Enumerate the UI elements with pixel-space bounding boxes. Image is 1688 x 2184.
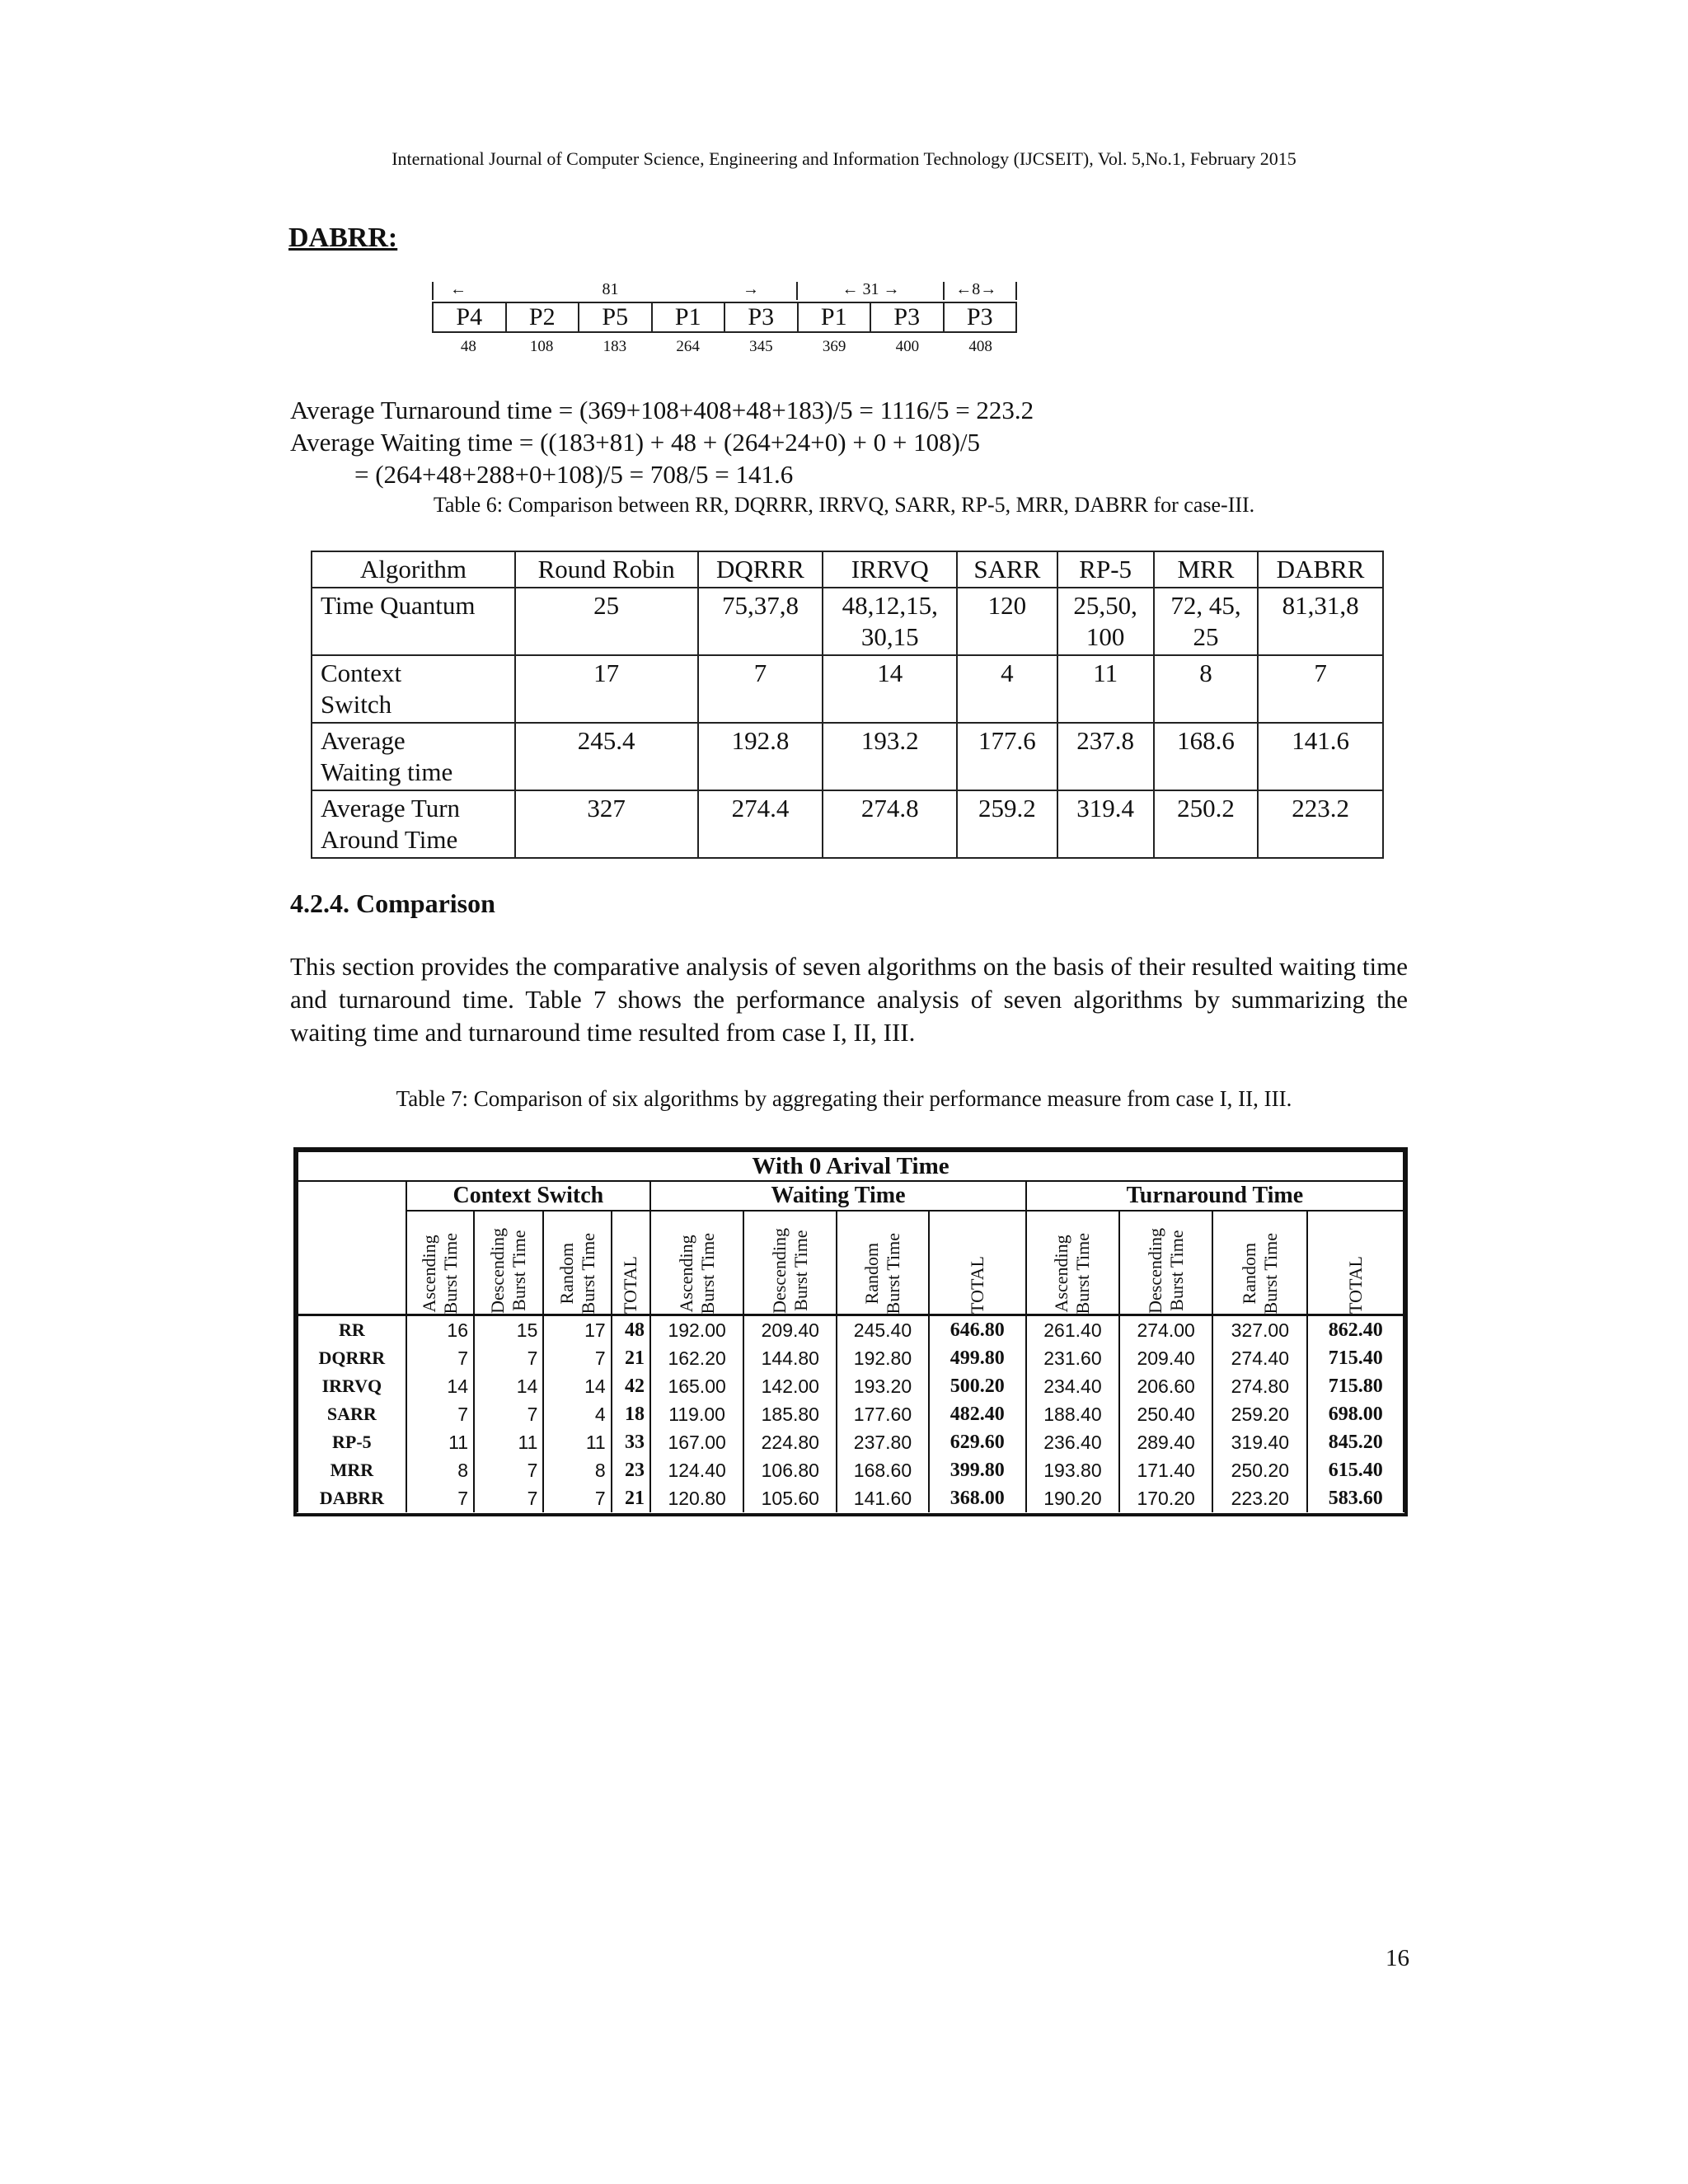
table7-cell: 7 xyxy=(543,1484,611,1512)
gantt-arrow-label: ← xyxy=(449,280,467,298)
table7-cell: 209.40 xyxy=(1119,1344,1212,1372)
table6-cell: 25,50, 100 xyxy=(1057,588,1154,655)
table6-cell: 259.2 xyxy=(957,790,1057,858)
table6-cell: 192.8 xyxy=(698,723,823,790)
table7-title: With 0 Arival Time xyxy=(298,1151,1404,1181)
table7-cell: 185.80 xyxy=(743,1400,837,1428)
table7-cell: 319.40 xyxy=(1212,1428,1307,1456)
table7-row xyxy=(298,1484,1404,1512)
table7-cell: 21 xyxy=(612,1344,650,1372)
table7-cell: 8 xyxy=(406,1456,474,1484)
table7-cell: 14 xyxy=(406,1372,474,1400)
table7-cell: 190.20 xyxy=(1026,1484,1119,1512)
table7-cell: 11 xyxy=(406,1428,474,1456)
table7 xyxy=(293,1147,1408,1516)
table7-cell: 274.00 xyxy=(1119,1315,1212,1345)
table7-cell: 16 xyxy=(406,1315,474,1345)
table7-cell: 168.60 xyxy=(837,1456,928,1484)
table7-cell: 583.60 xyxy=(1307,1484,1404,1512)
table6-cell: 14 xyxy=(823,655,957,723)
table6-cell: 7 xyxy=(698,655,823,723)
table7-group-header: Turnaround Time xyxy=(1026,1181,1404,1211)
gantt-process-cell: P2 xyxy=(507,303,580,331)
table7-row xyxy=(298,1456,1404,1484)
table6-cell: 274.8 xyxy=(823,790,957,858)
table7-cell: 7 xyxy=(406,1344,474,1372)
table7-cell: 171.40 xyxy=(1119,1456,1212,1484)
table7-corner xyxy=(298,1181,406,1211)
table7-cell: 192.80 xyxy=(837,1344,928,1372)
table7-cell: 224.80 xyxy=(743,1428,837,1456)
table7-cell: 237.80 xyxy=(837,1428,928,1456)
table7-cell: 862.40 xyxy=(1307,1315,1404,1345)
table7-cell: 11 xyxy=(543,1428,611,1456)
table7-cell: 259.20 xyxy=(1212,1400,1307,1428)
table7-subheader xyxy=(612,1211,650,1315)
table6-cell: 237.8 xyxy=(1057,723,1154,790)
table7-cell: 615.40 xyxy=(1307,1456,1404,1484)
gantt-arrow-label: 81 xyxy=(602,280,619,298)
table6-cell: 141.6 xyxy=(1258,723,1383,790)
table7-subheader xyxy=(406,1211,474,1315)
table7-cell: 368.00 xyxy=(929,1484,1026,1512)
avg-turnaround-formula: Average Turnaround time = (369+108+408+48+183)/5 = 1116/5 = 223.2 xyxy=(290,396,1034,424)
table7-cell: 7 xyxy=(474,1344,543,1372)
gantt-time-label: 108 xyxy=(529,338,554,355)
table7-cell: 236.40 xyxy=(1026,1428,1119,1456)
table6-row-label: Average Waiting time xyxy=(312,723,515,790)
table6-cell: 8 xyxy=(1154,655,1258,723)
table7-cell: 11 xyxy=(474,1428,543,1456)
table7-subheader-label: Random Burst Time xyxy=(556,1232,598,1314)
table7-cell: 7 xyxy=(406,1484,474,1512)
table7-cell: 250.20 xyxy=(1212,1456,1307,1484)
table7-subheader-label: Descending Burst Time xyxy=(487,1228,530,1314)
table7-cell: 4 xyxy=(543,1400,611,1428)
table6 xyxy=(311,551,1384,859)
table6-cell: 245.4 xyxy=(515,723,698,790)
table6-cell: 81,31,8 xyxy=(1258,588,1383,655)
gantt-time-label: 345 xyxy=(749,338,773,355)
table7-subheader xyxy=(1119,1211,1212,1315)
table7-subheader-label: Descending Burst Time xyxy=(1144,1228,1187,1314)
table6-header-cell: MRR xyxy=(1154,551,1258,588)
table7-cell: 15 xyxy=(474,1315,543,1345)
table6-caption: Table 6: Comparison between RR, DQRRR, IRRVQ, SARR, RP-5, MRR, DABRR for case-III. xyxy=(433,493,1255,517)
table7-cell: 629.60 xyxy=(929,1428,1026,1456)
table7-cell: 170.20 xyxy=(1119,1484,1212,1512)
table7-cell: 399.80 xyxy=(929,1456,1026,1484)
table7-subheader xyxy=(837,1211,928,1315)
table6-cell: 193.2 xyxy=(823,723,957,790)
table7-cell: 14 xyxy=(543,1372,611,1400)
table6-header-cell: DABRR xyxy=(1258,551,1383,588)
table7-algorithm: RP-5 xyxy=(298,1428,406,1456)
table7-cell: 206.60 xyxy=(1119,1372,1212,1400)
table7-group-header: Waiting Time xyxy=(650,1181,1026,1211)
table7-cell: 715.80 xyxy=(1307,1372,1404,1400)
table7-row xyxy=(298,1315,1404,1345)
table7-cell: 646.80 xyxy=(929,1315,1026,1345)
table7-cell: 124.40 xyxy=(650,1456,743,1484)
comparison-heading: 4.2.4. Comparison xyxy=(290,888,495,918)
table7-subheader xyxy=(543,1211,611,1315)
gantt-process-cell: P1 xyxy=(799,303,872,331)
table7-algorithm: DQRRR xyxy=(298,1344,406,1372)
table7-cell: 500.20 xyxy=(929,1372,1026,1400)
gantt-time-row xyxy=(432,338,1017,359)
table7-cell: 715.40 xyxy=(1307,1344,1404,1372)
table6-header-cell: Algorithm xyxy=(312,551,515,588)
table6-cell: 11 xyxy=(1057,655,1154,723)
table6-cell: 17 xyxy=(515,655,698,723)
table7-cell: 188.40 xyxy=(1026,1400,1119,1428)
page-number: 16 xyxy=(1386,1945,1409,1971)
table7-subheader xyxy=(743,1211,837,1315)
table7-cell: 193.20 xyxy=(837,1372,928,1400)
table7-algorithm: SARR xyxy=(298,1400,406,1428)
table7-cell: 245.40 xyxy=(837,1315,928,1345)
table7-row xyxy=(298,1400,1404,1428)
gantt-process-row xyxy=(432,302,1017,333)
table7-cell: 193.80 xyxy=(1026,1456,1119,1484)
table7-cell: 209.40 xyxy=(743,1315,837,1345)
table7-cell: 7 xyxy=(474,1400,543,1428)
table7-cell: 482.40 xyxy=(929,1400,1026,1428)
table6-header-cell: IRRVQ xyxy=(823,551,957,588)
table7-subheader xyxy=(1026,1211,1119,1315)
table7-algorithm: RR xyxy=(298,1315,406,1345)
table6-row xyxy=(312,588,1383,655)
table6-header-cell: Round Robin xyxy=(515,551,698,588)
table7-corner-lower xyxy=(298,1211,406,1315)
gantt-process-cell: P5 xyxy=(579,303,653,331)
table7-cell: 21 xyxy=(612,1484,650,1512)
gantt-arrow-row xyxy=(432,279,1017,303)
table7-cell: 106.80 xyxy=(743,1456,837,1484)
table7-cell: 167.00 xyxy=(650,1428,743,1456)
table6-cell: 274.4 xyxy=(698,790,823,858)
table6-header-cell: RP-5 xyxy=(1057,551,1154,588)
table7-subheader-label: Random Burst Time xyxy=(860,1232,903,1314)
table6-row-label: Context Switch xyxy=(312,655,515,723)
table7-caption: Table 7: Comparison of six algorithms by aggregating their performance measure from case I, II, III. xyxy=(396,1086,1292,1111)
journal-header: International Journal of Computer Science, Engineering and Information Technology (IJCSEIT), Vol. 5,No.1, February 2015 xyxy=(392,148,1296,169)
table7-cell: 33 xyxy=(612,1428,650,1456)
table7-cell: 499.80 xyxy=(929,1344,1026,1372)
table6-cell: 48,12,15, 30,15 xyxy=(823,588,957,655)
table7-cell: 698.00 xyxy=(1307,1400,1404,1428)
table7-cell: 274.40 xyxy=(1212,1344,1307,1372)
gantt-time-label: 183 xyxy=(603,338,627,355)
table7-cell: 23 xyxy=(612,1456,650,1484)
gantt-arrow-label: ←8→ xyxy=(955,280,997,298)
table7-algorithm: IRRVQ xyxy=(298,1372,406,1400)
table7-cell: 8 xyxy=(543,1456,611,1484)
gantt-process-cell: P4 xyxy=(434,303,507,331)
table7-cell: 7 xyxy=(474,1484,543,1512)
gantt-time-label: 48 xyxy=(460,338,476,355)
table6-cell: 4 xyxy=(957,655,1057,723)
comparison-paragraph: This section provides the comparative analysis of seven algorithms on the basis of their resulted waiting time and turnaround time. Table 7 shows the performance analysis of seven algorithms by summarizing the waiting time and turnaround time resulted from case I, II, III. xyxy=(290,952,1408,1047)
table7-cell: 119.00 xyxy=(650,1400,743,1428)
table6-cell: 327 xyxy=(515,790,698,858)
table7-row xyxy=(298,1372,1404,1400)
table7-subheader xyxy=(474,1211,543,1315)
table7-cell: 162.20 xyxy=(650,1344,743,1372)
table6-cell: 120 xyxy=(957,588,1057,655)
table6-row-label: Time Quantum xyxy=(312,588,515,655)
table7-subheader xyxy=(1307,1211,1404,1315)
table7-subheader-label: Ascending Burst Time xyxy=(418,1232,461,1314)
gantt-time-label: 408 xyxy=(968,338,992,355)
section-heading: DABRR: xyxy=(288,223,398,253)
table7-cell: 165.00 xyxy=(650,1372,743,1400)
table7-cell: 144.80 xyxy=(743,1344,837,1372)
table7-cell: 234.40 xyxy=(1026,1372,1119,1400)
table7-cell: 105.60 xyxy=(743,1484,837,1512)
table7-cell: 261.40 xyxy=(1026,1315,1119,1345)
table6-row xyxy=(312,723,1383,790)
gantt-process-cell: P3 xyxy=(871,303,945,331)
gantt-process-cell: P1 xyxy=(653,303,726,331)
table7-subheader xyxy=(1212,1211,1307,1315)
gantt-chart xyxy=(432,279,1017,369)
table6-cell: 25 xyxy=(515,588,698,655)
table7-cell: 327.00 xyxy=(1212,1315,1307,1345)
table6-cell: 75,37,8 xyxy=(698,588,823,655)
gantt-arrow-label: ← 31 → xyxy=(842,280,900,298)
table7-cell: 274.80 xyxy=(1212,1372,1307,1400)
gantt-time-label: 369 xyxy=(822,338,846,355)
gantt-time-label: 264 xyxy=(676,338,700,355)
table7-cell: 845.20 xyxy=(1307,1428,1404,1456)
table7-row xyxy=(298,1428,1404,1456)
table6-header-row xyxy=(312,551,1383,588)
table7-subheader-label: TOTAL xyxy=(966,1256,987,1314)
table7-cell: 18 xyxy=(612,1400,650,1428)
table7-algorithm: DABRR xyxy=(298,1484,406,1512)
table7-subheader-label: Descending Burst Time xyxy=(768,1228,811,1314)
table7-cell: 120.80 xyxy=(650,1484,743,1512)
table7-subheader xyxy=(650,1211,743,1315)
table6-header-cell: DQRRR xyxy=(698,551,823,588)
table7-row xyxy=(298,1344,1404,1372)
table7-group-header: Context Switch xyxy=(406,1181,650,1211)
table7-cell: 7 xyxy=(543,1344,611,1372)
table6-cell: 250.2 xyxy=(1154,790,1258,858)
table6-cell: 7 xyxy=(1258,655,1383,723)
table6-row xyxy=(312,790,1383,858)
table7-subheader xyxy=(929,1211,1026,1315)
gantt-time-label: 400 xyxy=(895,338,920,355)
table7-subheader-label: TOTAL xyxy=(1344,1256,1366,1314)
table7-cell: 223.20 xyxy=(1212,1484,1307,1512)
table7-cell: 142.00 xyxy=(743,1372,837,1400)
table7-subheader-label: TOTAL xyxy=(620,1256,641,1314)
gantt-arrow-label: → xyxy=(742,280,759,298)
table7-cell: 250.40 xyxy=(1119,1400,1212,1428)
gantt-process-cell: P3 xyxy=(725,303,799,331)
table6-cell: 168.6 xyxy=(1154,723,1258,790)
avg-waiting-formula: Average Waiting time = ((183+81) + 48 + (264+24+0) + 0 + 108)/5 xyxy=(290,428,981,457)
table6-cell: 319.4 xyxy=(1057,790,1154,858)
table7-subheader-label: Ascending Burst Time xyxy=(675,1232,718,1314)
table7-cell: 141.60 xyxy=(837,1484,928,1512)
table7-cell: 17 xyxy=(543,1315,611,1345)
table6-header-cell: SARR xyxy=(957,551,1057,588)
table7-cell: 231.60 xyxy=(1026,1344,1119,1372)
table7-cell: 48 xyxy=(612,1315,650,1345)
table7-cell: 289.40 xyxy=(1119,1428,1212,1456)
table7-subheader-label: Ascending Burst Time xyxy=(1051,1232,1094,1314)
table6-cell: 72, 45, 25 xyxy=(1154,588,1258,655)
table6-row xyxy=(312,655,1383,723)
table7-cell: 177.60 xyxy=(837,1400,928,1428)
table7-cell: 192.00 xyxy=(650,1315,743,1345)
avg-waiting-formula-cont: = (264+48+288+0+108)/5 = 708/5 = 141.6 xyxy=(354,460,794,489)
table7-subheader-label: Random Burst Time xyxy=(1238,1232,1281,1314)
table6-cell: 223.2 xyxy=(1258,790,1383,858)
table7-algorithm: MRR xyxy=(298,1456,406,1484)
table7-cell: 7 xyxy=(474,1456,543,1484)
table6-cell: 177.6 xyxy=(957,723,1057,790)
table7-cell: 42 xyxy=(612,1372,650,1400)
table7-cell: 7 xyxy=(406,1400,474,1428)
gantt-process-cell: P3 xyxy=(966,303,993,330)
table6-row-label: Average Turn Around Time xyxy=(312,790,515,858)
table7-cell: 14 xyxy=(474,1372,543,1400)
